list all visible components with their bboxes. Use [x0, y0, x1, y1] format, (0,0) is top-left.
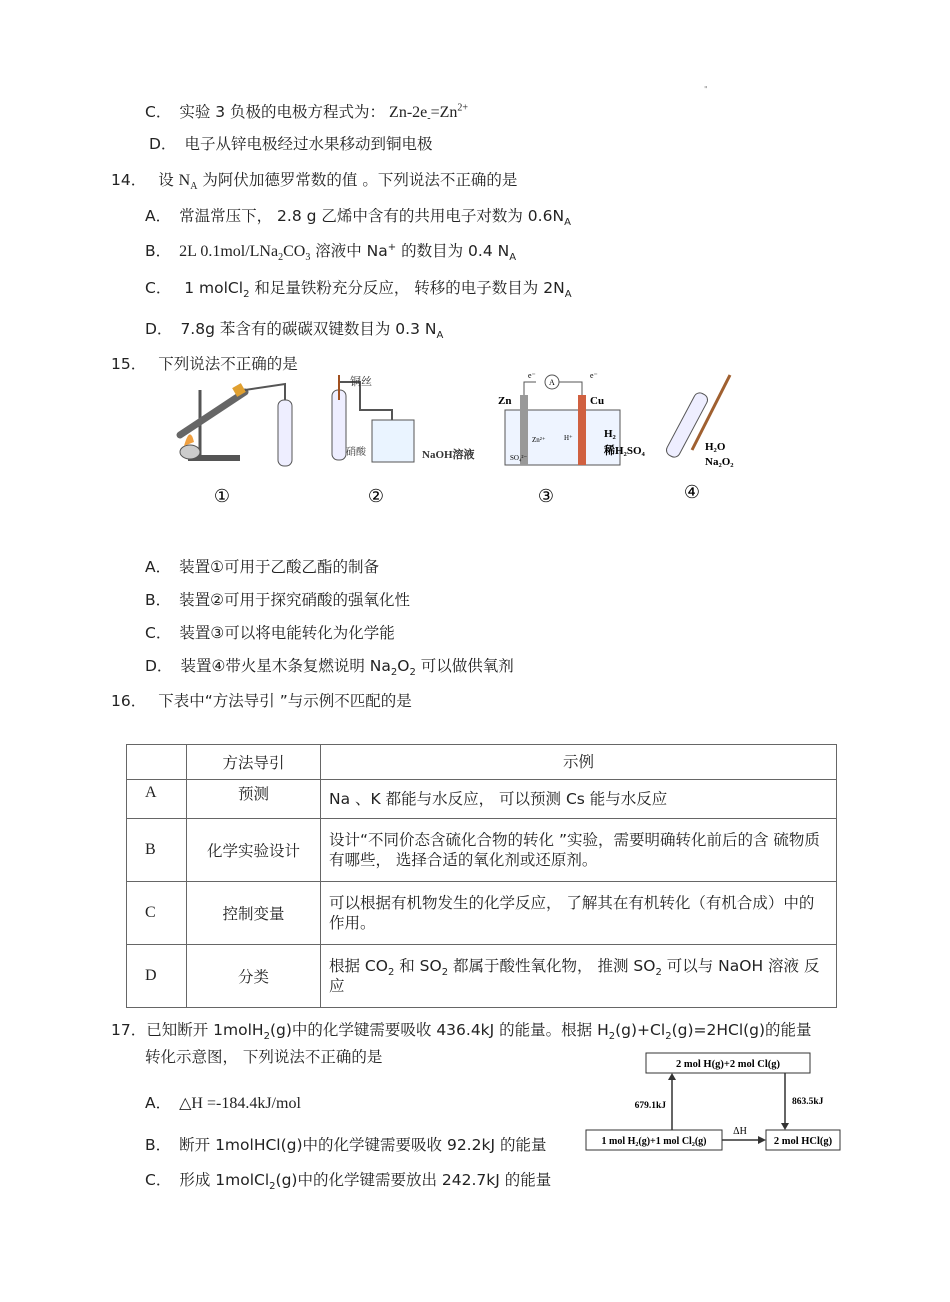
- row-key: B: [127, 819, 187, 882]
- text-sub: 2: [269, 1181, 276, 1193]
- fig-label-sulfate: SO₄²⁻: [510, 454, 528, 462]
- text-part: 溶液中 Na: [310, 242, 388, 260]
- q15-option-b: [145, 590, 410, 610]
- apparatus-2-nitric-acid: [332, 374, 475, 462]
- text-sub: 2: [409, 667, 416, 679]
- eq-sub: -: [427, 113, 431, 125]
- eq-part: =Zn: [430, 104, 458, 121]
- energy-diagram: [580, 1050, 845, 1160]
- fig-label-nitric-acid: 硝酸: [346, 447, 366, 458]
- fig-label-electron-2: e⁻: [590, 371, 598, 380]
- apparatus-1-ester-setup: [180, 383, 292, 466]
- q17-option-b: [145, 1135, 546, 1155]
- stem-text: 为阿伏加德罗常数的值 。下列说法不正确的是: [197, 171, 518, 189]
- diagram-up-value: 679.1kJ: [634, 1101, 666, 1111]
- text-sub: 2: [608, 1031, 616, 1043]
- text-sub: 2: [278, 252, 284, 264]
- table-row: [127, 945, 837, 1008]
- fig-label-zn: Zn: [498, 395, 512, 407]
- fig-label-cu: Cu: [590, 395, 605, 407]
- q17-stem-line1: [111, 1020, 812, 1043]
- q13-option-c: [145, 102, 468, 123]
- text-part: 已知断开 1molH: [146, 1021, 264, 1039]
- q14-option-a: [145, 206, 571, 229]
- row-method: 控制变量: [187, 882, 321, 945]
- text-sub: 2: [655, 967, 662, 979]
- option-text: 实验 3 负极的电极方程式为：: [179, 103, 386, 121]
- row-method: 分类: [187, 945, 321, 1008]
- fig-label-h-ion: H⁺: [564, 434, 573, 442]
- stem-text: 下表中“方法导引 ”与示例不匹配的是: [158, 692, 412, 710]
- row-example: 可以根据有机物发生的化学反应， 了解其在有机转化（有机合成）中的作用。: [321, 882, 837, 945]
- na-symbol: [178, 172, 198, 193]
- fig-label-h2: H₂: [604, 428, 616, 440]
- table-row: [127, 780, 837, 819]
- apparatus-4-peroxide: [664, 375, 734, 468]
- question-number: 14．: [111, 171, 147, 189]
- option-label: D．: [149, 135, 177, 153]
- table-header-row: [127, 745, 837, 780]
- table-header: 示例: [321, 745, 837, 780]
- table-row: [127, 882, 837, 945]
- option-text: 断开 1molHCl(g)中的化学键需要吸收 92.2kJ 的能量: [179, 1136, 547, 1154]
- option-text: 装置②可用于探究硝酸的强氧化性: [179, 591, 411, 609]
- text-part: (g)=2HCl(g)的能量: [671, 1021, 812, 1039]
- text-part: (g)中的化学键需要吸收 436.4kJ 的能量。根据 H: [269, 1021, 609, 1039]
- fig-label-na2o2: Na₂O₂: [705, 456, 734, 468]
- q14-stem: [111, 170, 517, 191]
- option-text: 装置③可以将电能转化为化学能: [179, 624, 395, 642]
- row-method: 化学实验设计: [187, 819, 321, 882]
- text-part: 和 SO: [394, 957, 442, 975]
- fig-label-naoh: NaOH溶液: [422, 449, 475, 461]
- text-part: (g)+Cl: [615, 1021, 666, 1039]
- text-part: 7.8g 苯含有的碳碳双键数目为 0.3 N: [180, 320, 437, 338]
- text-sub: 3: [305, 252, 311, 264]
- option-text: 装置①可用于乙酸乙酯的制备: [179, 558, 380, 576]
- q17-option-c: [145, 1170, 552, 1193]
- q17-stem-line2: 转化示意图， 下列说法不正确的是: [145, 1048, 383, 1066]
- q13-option-d: [149, 134, 432, 154]
- row-key: C: [127, 882, 187, 945]
- q15-option-a: [145, 557, 379, 577]
- fig-number-3: ③: [537, 486, 555, 506]
- question-number: 17．: [111, 1021, 147, 1039]
- option-sub: A: [564, 217, 571, 229]
- text-sub: 2: [665, 1031, 672, 1043]
- fig-number-2: ②: [367, 486, 385, 506]
- text-sub: A: [564, 289, 572, 301]
- row-key: A: [127, 780, 187, 819]
- text-sub: 2: [390, 667, 398, 679]
- option-label: A．: [145, 207, 172, 225]
- option-text: △H =-184.4kJ/mol: [179, 1095, 301, 1112]
- table-header: 方法导引: [187, 745, 321, 780]
- fig-label-zn-ion: Zn²⁺: [532, 436, 546, 444]
- stem-text: 下列说法不正确的是: [158, 355, 298, 373]
- text-sub: 2: [243, 289, 250, 301]
- text-sub: A: [436, 330, 444, 342]
- text-part: 和足量铁粉充分反应， 转移的电子数目为 2N: [249, 279, 565, 297]
- fig-number-4: ④: [683, 482, 701, 502]
- eq-part: Zn-2e: [385, 104, 428, 121]
- diagram-left-label: 1 mol H₂(g)+1 mol Cl₂(g): [601, 1136, 707, 1147]
- option-label: B．: [145, 591, 172, 609]
- text-part: 都属于酸性氧化物， 推测 SO: [448, 957, 656, 975]
- fig-label-dilute-acid: 稀H₂SO₄: [604, 445, 645, 457]
- text-part: O: [397, 657, 410, 675]
- row-example: [321, 945, 837, 1008]
- text-sup: +: [387, 241, 397, 253]
- fig-label-copper-wire: 铜丝: [350, 376, 372, 388]
- option-label: C．: [145, 1171, 172, 1189]
- fig-number-1: ①: [213, 486, 231, 506]
- option-label: B．: [145, 1136, 172, 1154]
- text-part: 的数目为 0.4 N: [396, 242, 510, 260]
- table-header: [127, 745, 187, 780]
- text-sub: A: [509, 252, 517, 264]
- q17-option-a: [145, 1093, 301, 1114]
- q15-option-c: [145, 623, 395, 643]
- apparatus-3-galvanic-cell: [498, 371, 646, 465]
- diagram-right-label: 2 mol HCl(g): [773, 1136, 833, 1147]
- text-part: 1 molCl: [179, 279, 244, 297]
- question-number: 16．: [111, 692, 147, 710]
- option-label: C．: [145, 279, 172, 297]
- table-row: [127, 819, 837, 882]
- option-label: A．: [145, 558, 172, 576]
- row-example: Na 、K 都能与水反应， 可以预测 Cs 能与水反应: [321, 780, 837, 819]
- text-sub: 2: [441, 967, 449, 979]
- na-sub: A: [190, 181, 198, 193]
- row-example: 设计“不同价态含硫化合物的转化 ”实验，需要明确转化前后的含 硫物质有哪些， 选择合适的氧化剂或还原剂。: [321, 819, 837, 882]
- page-mark: ": [704, 85, 708, 94]
- q14-option-b: [145, 241, 516, 262]
- text-part: 可以与 NaOH 溶液 反应: [329, 957, 820, 995]
- option-text: 常温常压下， 2.8 g 乙烯中含有的共用电子对数为 0.6N: [179, 207, 565, 225]
- text-part: CO: [283, 243, 306, 260]
- option-label: B．: [145, 242, 172, 260]
- option-label: D．: [145, 657, 173, 675]
- q16-stem: [111, 691, 412, 711]
- row-key: D: [127, 945, 187, 1008]
- text-part: 根据 CO: [329, 957, 388, 975]
- option-label: D．: [145, 320, 173, 338]
- text-sub: 2: [387, 967, 395, 979]
- option-label: C．: [145, 624, 172, 642]
- stem-text: 设: [158, 171, 179, 189]
- question-number: 15．: [111, 355, 147, 373]
- apparatus-figure: [160, 370, 760, 510]
- fig-label-electron-1: e⁻: [528, 371, 536, 380]
- option-label: A．: [145, 1094, 172, 1112]
- method-table: [126, 744, 837, 1008]
- q14-option-c: [145, 278, 572, 301]
- diagram-top-label: 2 mol H(g)+2 mol Cl(g): [676, 1059, 780, 1070]
- text-part: 装置④带火星木条复燃说明 Na: [180, 657, 391, 675]
- text-part: (g)中的化学键需要放出 242.7kJ 的能量: [275, 1171, 552, 1189]
- na-part: N: [178, 172, 191, 189]
- q15-option-d: [145, 656, 514, 679]
- row-method: 预测: [187, 780, 321, 819]
- text-sub: 2: [263, 1031, 270, 1043]
- fig-label-ammeter: A: [549, 378, 555, 387]
- option-label: C．: [145, 103, 172, 121]
- text-part: 可以做供氧剂: [415, 657, 514, 675]
- option-text: 电子从锌电极经过水果移动到铜电极: [184, 135, 433, 153]
- text-part: 形成 1molCl: [179, 1171, 270, 1189]
- diagram-delta: ΔH: [733, 1126, 747, 1137]
- diagram-down-value: 863.5kJ: [792, 1097, 824, 1107]
- text-part: 2L 0.1mol/LNa: [179, 243, 279, 260]
- option-text: [179, 243, 311, 264]
- q14-option-d: [145, 319, 444, 342]
- equation: [385, 102, 469, 125]
- eq-sup: 2+: [457, 102, 469, 114]
- fig-label-water: H₂O: [705, 441, 726, 453]
